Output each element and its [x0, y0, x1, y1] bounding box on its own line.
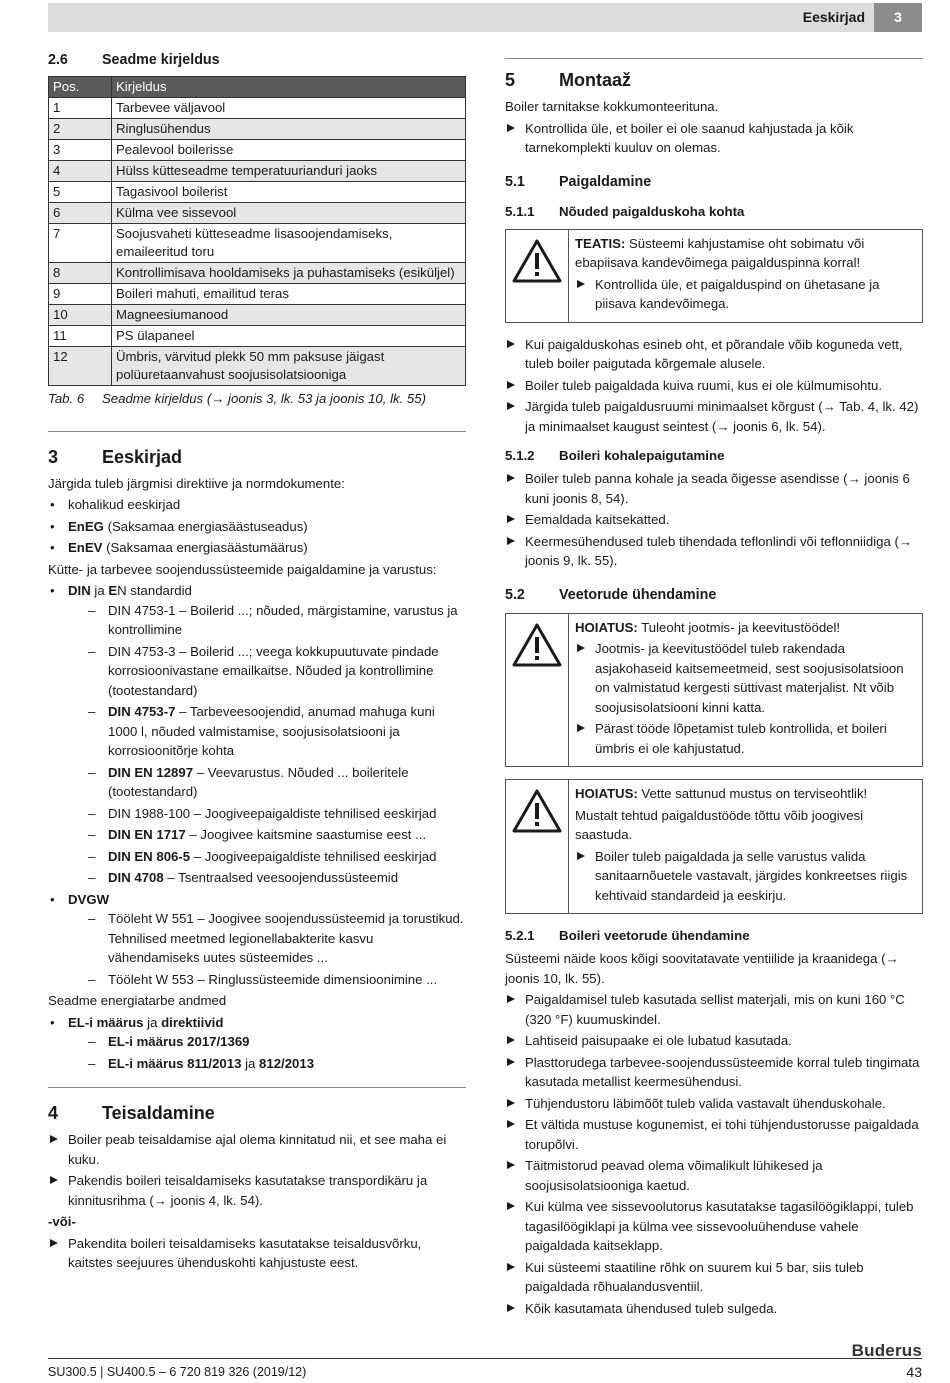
cell-desc: Hülss kütteseadme temperatuurianduri jaoks [112, 161, 466, 182]
cell-pos: 4 [49, 161, 112, 182]
warning-text: HOIATUS: Tuleoht jootmis- ja keevitustöödel! [575, 619, 841, 635]
montage-list [505, 119, 923, 158]
table-row [49, 305, 466, 326]
location-requirements-list [505, 335, 923, 437]
list-item-bold: DIN EN 12897 [108, 764, 194, 780]
left-column [48, 50, 466, 1275]
list-item-dvgw: • DVGW – Tööleht W 551 – Joogivee soojendussüsteemid ja torustikud. Tehnilised meetmed legionellabakterite kasvu vähendamiseks uutes süsteemides ... – Tööleht W 553 – Ringlussüsteemide dimensioonimine ... [48, 890, 466, 990]
table-row [49, 203, 466, 224]
list-item-bold: EnEG [68, 518, 104, 534]
list-item: Plasttorudega tarbevee-soojendussüsteemide korral tuleb tingimata kasutada metallist keermesühendusi. [505, 1053, 923, 1092]
table-row [49, 284, 466, 305]
list-item: Tühjendustoru läbimõõt tuleb valida vastavalt ühenduskohale. [505, 1094, 923, 1114]
cell-desc: Tarbevee väljavool [112, 98, 466, 119]
list-item-text: – Joogivee kaitsmine saastumise eest ... [185, 827, 427, 842]
list-item: Täitmistorud peavad olema võimalikult lühikesed ja soojusisolatsiooniga kaetud. [505, 1156, 923, 1195]
cell-desc: Ringlusühendus [112, 119, 466, 140]
warning-triangle-icon [511, 622, 563, 668]
list-item: – EL-i määrus 811/2013 ja 812/2013 [68, 1054, 466, 1074]
list-item-bold: DIN 4708 [108, 870, 164, 885]
list-item [68, 642, 466, 701]
list-item: Boiler tuleb paigaldada ja selle varustus valida sanitaarnõuetele vastavalt, järgides konkreetses riigis kehtivaid standardeid ja eeskirju. [575, 847, 916, 906]
din-sublist [68, 601, 466, 888]
cell-pos: 8 [49, 263, 112, 284]
section-5-2-1-heading: 5.2.1 Boileri veetorude ühendamine [505, 928, 750, 943]
list-item: Jootmis- ja keevitustöödel tuleb rakendada asjakohaseid kaitsemeetmeid, sest soojusisolatsioon on valmistatud kergesti süttivast materjalist. Nt võib soojusisolatsiooni kinni katta. [575, 639, 916, 717]
cell-desc: PS ülapaneel [112, 326, 466, 347]
list-item-text: kohalikud eeskirjad [68, 497, 181, 512]
warning-text-2: Mustalt tehtud paigaldustööde tõttu võib joogivesi saastuda. [575, 807, 864, 842]
transport-list [48, 1130, 466, 1210]
section-3-intro: Järgida tuleb järgmisi direktiive ja normdokumente: [48, 475, 345, 491]
cell-desc: Ümbris, värvitud plekk 50 mm paksuse jäigast polüuretaanvahust soojusisolatsiooniga [112, 347, 466, 386]
warning-list [575, 639, 916, 758]
warning-list [575, 847, 916, 906]
list-item-text: DIN 1988-100 – Joogiveepaigaldiste tehnilised eeskirjad [108, 805, 437, 821]
section-3-heading: 3 Eeskirjad [48, 446, 183, 467]
or-label: -või- [48, 1214, 76, 1229]
cell-desc: Pealevool boilerisse [112, 140, 466, 161]
section-divider [48, 431, 466, 432]
table-row [49, 263, 466, 284]
table-row [49, 98, 466, 119]
table-row [49, 182, 466, 203]
list-item-bold: DIN 4753-7 [108, 704, 176, 719]
section-2-6-heading: 2.6 Seadme kirjeldus [48, 52, 220, 68]
page-number: 43 [906, 1364, 922, 1380]
cell-pos: 11 [49, 326, 112, 347]
cell-pos: 7 [49, 224, 112, 263]
list-item-text: DIN 4753-3 – Boilerid ...; veega kokkupuutuvate pindade korrosioonivastane emailkaitse. Nõuded ja kontrollimine (tootestandard) [108, 643, 439, 698]
list-item [68, 763, 466, 802]
list-item: Kontrollida üle, et boiler ei ole saanud kahjustada ja kõik tarnekomplekti kuuluv on olemas. [505, 119, 923, 158]
cell-pos: 2 [49, 119, 112, 140]
table-row [49, 161, 466, 182]
col-header-pos: Pos. [49, 77, 112, 98]
energy-intro: Seadme energiatarbe andmed [48, 993, 227, 1008]
list-item [68, 702, 466, 761]
list-item [68, 847, 466, 867]
list-item-text: (Saksamaa energiasäästuseadus) [103, 518, 308, 534]
header-title: Eeskirjad [802, 9, 865, 25]
section-5-1-heading: 5.1 Paigaldamine [505, 173, 652, 190]
list-item-text: – Veevarustus. Nõuded ... boileritele (tootestandard) [108, 764, 409, 799]
list-item [68, 804, 466, 824]
list-item: Paigaldamisel tuleb kasutada sellist materjali, mis on kuni 160 °C (320 °F) kuumuskindel. [505, 990, 923, 1029]
cell-pos: 5 [49, 182, 112, 203]
table-row [49, 140, 466, 161]
list-item: Kõik kasutamata ühendused tuleb sulgeda. [505, 1299, 923, 1319]
list-item: Kui külma vee sissevoolutorus kasutatakse tagasilöögiklappi, tuleb tagasilöögiklapi ja külma vee sissevooluühenduse vahele paigaldada kaitseklapp. [505, 1197, 923, 1256]
list-item: – Tööleht W 553 – Ringlussüsteemide dimensioonimine ... [68, 970, 466, 990]
cell-pos: 12 [49, 347, 112, 386]
list-item [68, 868, 466, 888]
list-item: Lahtiseid paisupaake ei ole lubatud kasutada. [505, 1031, 923, 1051]
list-item-eu: • EL-i määrus ja direktiivid – EL-i määrus 2017/1369 – EL-i määrus 811/2013 ja 812/2013 [48, 1013, 466, 1074]
list-item [48, 517, 466, 537]
footer-rule [48, 1358, 922, 1359]
list-item: Boiler tuleb paigaldada kuiva ruumi, kus ei ole külmumisohtu. [505, 376, 923, 396]
cell-pos: 9 [49, 284, 112, 305]
list-item-bold: EnEV [68, 540, 103, 555]
section-4-heading: 4 Teisaldamine [48, 1103, 215, 1123]
list-item-bold: DIN EN 1717 [108, 827, 186, 842]
device-description-table [48, 76, 466, 386]
list-item-din: • DIN ja EN standardid – DIN 4753-1 – Boilerid ...; nõuded, märgistamine, varustus ja kontrollimine – DIN 4753-3 – Boilerid ...; veega kokkupuutuvate pindade korrosioonivastane emailkaitse. Nõuded ja kontrollimine (tootestandard) – DIN 4753-7 – Tarbeveesoojendid, anumad mahuga kuni 1000 l, nõuded valmistamise, soojusisolatsiooni ja korrosioonitõrje kohta – DIN EN 12897 – Veevarustus. Nõuded ... boileritele (tootestandard) – DIN 1988-100 – Joogiveepaigaldiste tehnilised eeskirjad – DIN EN 1717 – Joogivee kaitsmine saastumise eest ... – DIN EN 806-5 – Joogiveepaigaldiste tehnilised eeskirjad – DIN 4708 – Tsentraalsed veesoojendussüsteemid [48, 581, 466, 888]
warning-box-dirt [505, 779, 923, 914]
list-item [48, 538, 466, 558]
table-row [49, 119, 466, 140]
section-3-intro2: Kütte- ja tarbevee soojendussüsteemide paigaldamine ja varustus: [48, 561, 437, 577]
list-item: Boiler tuleb panna kohale ja seada õigesse asendisse (→ joonis 6 kuni joonis 8, 54). [505, 469, 923, 508]
warning-triangle-icon [511, 238, 563, 284]
placement-list [505, 469, 923, 571]
section-5-2-1-intro: Süsteemi näide koos kõigi soovitatavate ventiilide ja kraanidega (→ joonis 10, lk. 55). [505, 951, 899, 986]
regulations-list [48, 495, 466, 558]
list-item: Pakendis boileri teisaldamiseks kasutatakse transpordikäru ja kinnitusrihma (→ joonis 4, lk. 54). [48, 1171, 466, 1210]
list-item: – Tööleht W 551 – Joogivee soojendussüsteemid ja torustikud. Tehnilised meetmed legionellabakterite kasvu vähendamiseks uutes süsteemides ... [68, 909, 466, 968]
section-divider [48, 1087, 466, 1088]
list-item: Pärast tööde lõpetamist tuleb kontrollida, et boileri ümbris ei ole kahjustatud. [575, 719, 916, 758]
table-row [49, 347, 466, 386]
transport-list-2 [48, 1234, 466, 1273]
notice-text: TEATIS: Süsteemi kahjustamise oht sobimatu või ebapiisava kandevõimega paigalduspinna korral! [575, 235, 865, 270]
list-item: – EL-i määrus 2017/1369 [68, 1032, 466, 1052]
cell-desc: Kontrollimisava hooldamiseks ja puhastamiseks (esiküljel) [112, 263, 466, 284]
notice-list [575, 275, 916, 314]
cell-pos: 3 [49, 140, 112, 161]
col-header-desc: Kirjeldus [112, 77, 466, 98]
cell-desc: Tagasivool boilerist [112, 182, 466, 203]
cell-desc: Boileri mahuti, emailitud teras [112, 284, 466, 305]
list-item: Boiler peab teisaldamise ajal olema kinnitatud nii, et see maha ei kuku. [48, 1130, 466, 1169]
warning-text: HOIATUS: Vette sattunud mustus on terviseohtlik! [575, 786, 868, 801]
footer-doc-id: SU300.5 | SU400.5 – 6 720 819 326 (2019/12) [48, 1365, 307, 1379]
list-item-bold: DIN EN 806-5 [108, 848, 191, 864]
section-5-1-2-heading: 5.1.2 Boileri kohalepaigutamine [505, 448, 725, 463]
cell-desc: Magneesiumanood [112, 305, 466, 326]
list-item [68, 825, 466, 845]
table-row [49, 224, 466, 263]
list-item: Kui paigalduskohas esineb oht, et põrandale võib koguneda vett, tuleb boiler paigutada kõrgemale alusele. [505, 335, 923, 374]
list-item-text: DIN 4753-1 – Boilerid ...; nõuded, märgistamine, varustus ja kontrollimine [108, 602, 458, 637]
dvgw-sublist [68, 909, 466, 989]
list-item [68, 601, 466, 640]
eu-list [48, 1013, 466, 1074]
cell-desc: Külma vee sissevool [112, 203, 466, 224]
list-item: Keermesühendused tuleb tihendada teflonlindi või teflonniidiga (→ joonis 9, lk. 55). [505, 532, 923, 571]
table-caption: Tab. 6 Seadme kirjeldus (→ joonis 3, lk. 53 ja joonis 10, lk. 55) [48, 391, 426, 406]
header-bar [48, 3, 922, 32]
list-item: Kontrollida üle, et paigalduspind on ühetasane ja piisava kandevõimega. [575, 275, 916, 314]
list-item: Et vältida mustuse kogunemist, ei tohi tühjendustorusse paigaldada torupõlvi. [505, 1115, 923, 1154]
buderus-logo: Buderus [851, 1341, 922, 1360]
right-column [505, 58, 923, 1320]
list-item: Kui süsteemi staatiline rõhk on suurem kui 5 bar, siis tuleb paigaldada rõhualandusventiil. [505, 1258, 923, 1297]
list-item-text: (Saksamaa energiasäästumäärus) [102, 540, 308, 555]
section-5-intro: Boiler tarnitakse kokkumonteerituna. [505, 99, 719, 114]
standards-list [48, 581, 466, 989]
cell-pos: 6 [49, 203, 112, 224]
section-5-2-heading: 5.2 Veetorude ühendamine [505, 586, 717, 603]
eu-sublist [68, 1032, 466, 1073]
list-item-text: – Tarbeveesoojendid, anumad mahuga kuni 1000 l, nõuded valmistamise, soojusisolatsiooni ja korrosioonitõrje kohta [108, 704, 435, 758]
pipe-connection-list [505, 990, 923, 1318]
cell-desc: Soojusvaheti kütteseadme lisasoojendamiseks, emaileeritud toru [112, 224, 466, 263]
header-chapter-number: 3 [874, 3, 922, 32]
table-row [49, 326, 466, 347]
list-item: Eemaldada kaitsekatted. [505, 510, 923, 530]
list-item: Pakendita boileri teisaldamiseks kasutatakse teisaldusvõrku, kaitstes seejuures ühenduskohti kahjustuste eest. [48, 1234, 466, 1273]
cell-pos: 1 [49, 98, 112, 119]
list-item-text: – Joogiveepaigaldiste tehnilised eeskirjad [190, 848, 437, 864]
list-item [48, 495, 466, 515]
section-5-heading: 5 Montaaž [505, 70, 631, 90]
cell-pos: 10 [49, 305, 112, 326]
list-item-text: – Tsentraalsed veesoojendussüsteemid [163, 870, 399, 885]
notice-box [505, 229, 923, 323]
section-5-1-1-heading: 5.1.1 Nõuded paigalduskoha kohta [505, 203, 745, 219]
section-divider [505, 58, 923, 59]
table-header-row [49, 77, 466, 98]
table-body [49, 98, 466, 386]
warning-triangle-icon [511, 788, 563, 834]
warning-box-fire [505, 613, 923, 768]
list-item: Järgida tuleb paigaldusruumi minimaalset kõrgust (→ Tab. 4, lk. 42) ja minimaalset kaugust seintest (→ joonis 6, lk. 54). [505, 397, 923, 436]
